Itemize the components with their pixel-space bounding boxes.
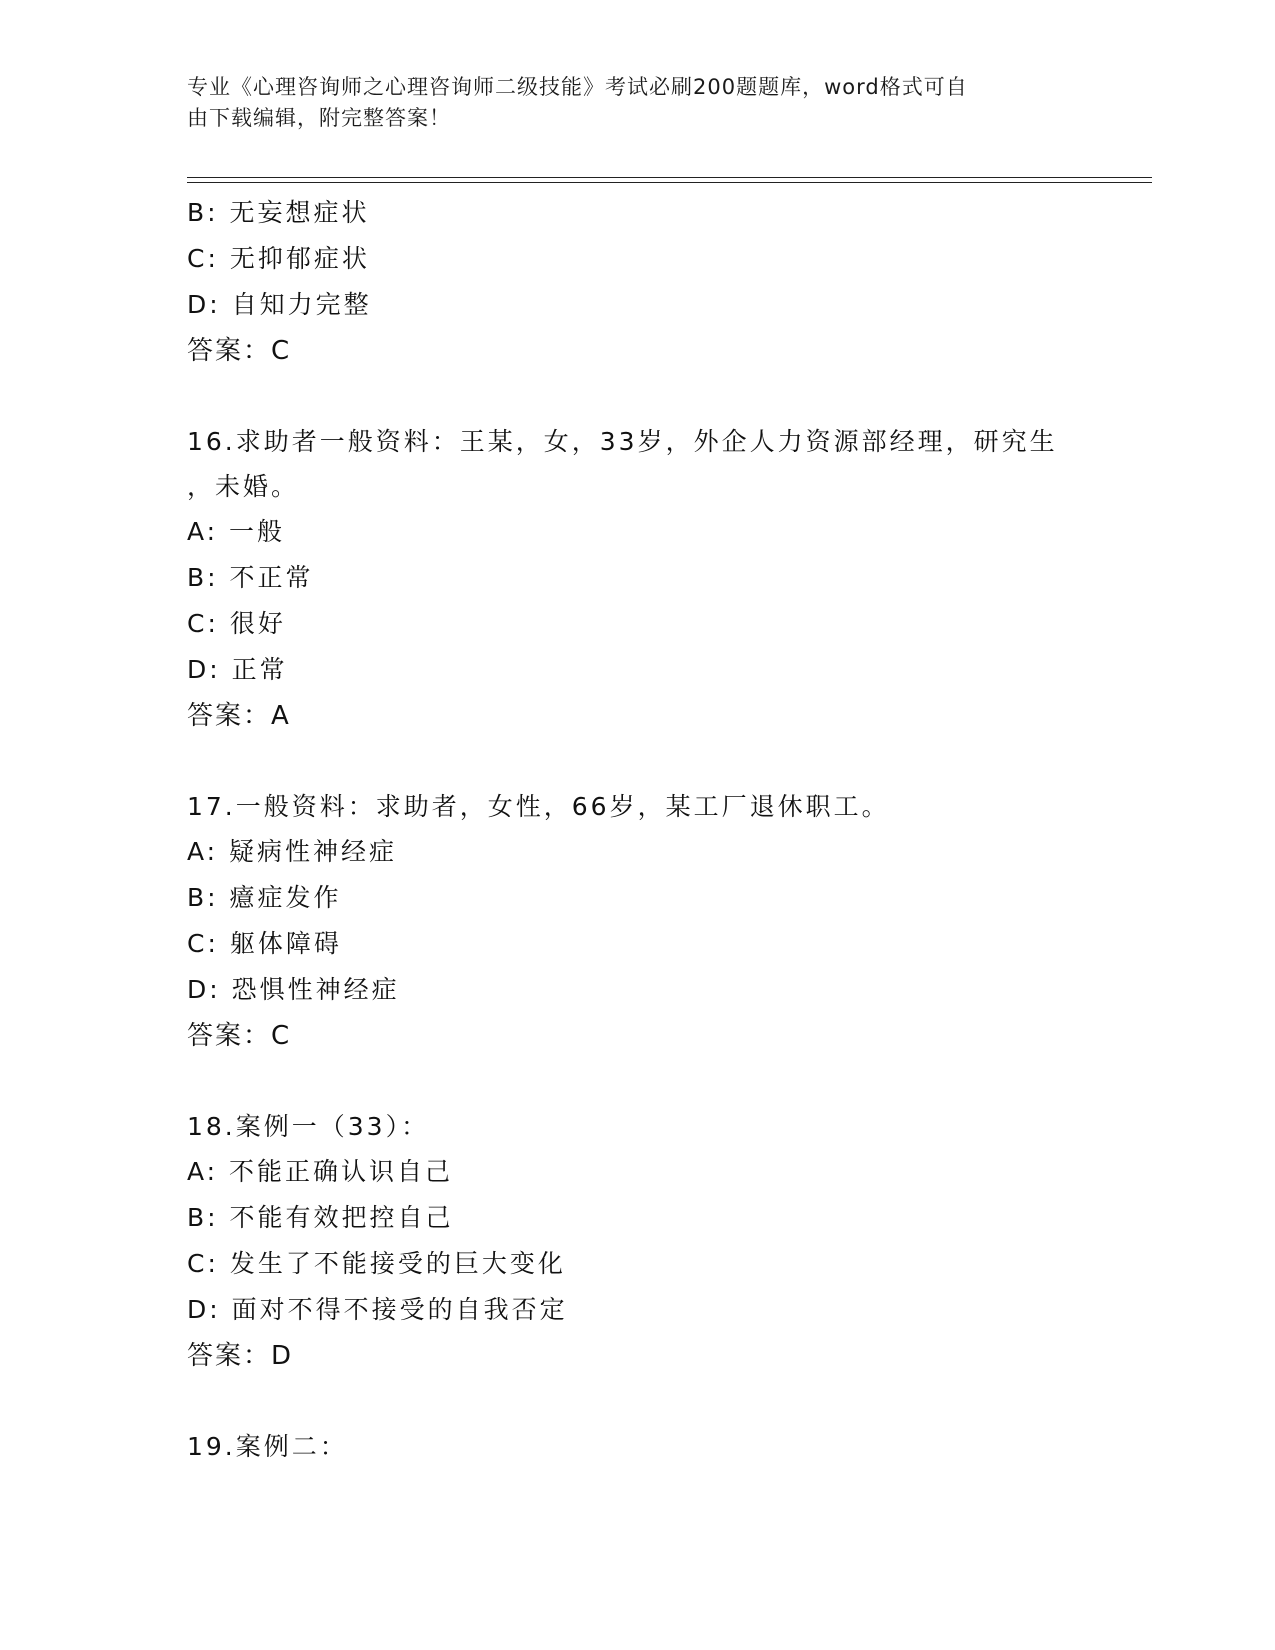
option-c: C: 很好 bbox=[187, 609, 286, 638]
header-divider bbox=[187, 177, 1152, 178]
option-b: B: 不正常 bbox=[187, 563, 314, 592]
question-stem-line: 19.案例二： bbox=[187, 1432, 348, 1461]
option-a: A: 疑病性神经症 bbox=[187, 837, 398, 866]
option-b: B: 不能有效把控自己 bbox=[187, 1203, 454, 1232]
header-line-1: 专业《心理咨询师之心理咨询师二级技能》考试必刷200题题库，word格式可自 bbox=[187, 75, 968, 99]
question-stem-line: 18.案例一（33）： bbox=[187, 1112, 430, 1141]
header-line-2: 由下载编辑，附完整答案！ bbox=[187, 106, 451, 130]
option-d: D: 正常 bbox=[187, 655, 288, 684]
answer-line: 答案：D bbox=[187, 1341, 294, 1371]
option-d: D: 自知力完整 bbox=[187, 290, 372, 319]
page-header bbox=[187, 72, 1067, 134]
answer-line: 答案：C bbox=[187, 1021, 292, 1051]
question-stem-line: 16.求助者一般资料：王某，女，33岁，外企人力资源部经理，研究生 bbox=[187, 427, 1058, 456]
question-block-15-continued bbox=[187, 190, 1087, 374]
option-b: B: 癔症发作 bbox=[187, 883, 342, 912]
option-b: B: 无妄想症状 bbox=[187, 198, 370, 227]
spacer bbox=[187, 374, 1087, 419]
option-c: C: 躯体障碍 bbox=[187, 929, 342, 958]
question-block-17 bbox=[187, 784, 1087, 1059]
option-a: A: 不能正确认识自己 bbox=[187, 1157, 454, 1186]
question-list bbox=[187, 190, 1087, 1469]
option-d: D: 恐惧性神经症 bbox=[187, 975, 400, 1004]
header-divider-secondary bbox=[187, 182, 1152, 183]
spacer bbox=[187, 739, 1087, 784]
answer-line: 答案：A bbox=[187, 701, 291, 731]
question-block-16 bbox=[187, 419, 1087, 739]
option-d: D: 面对不得不接受的自我否定 bbox=[187, 1295, 568, 1324]
question-block-18 bbox=[187, 1104, 1087, 1379]
question-stem-line: ，未婚。 bbox=[187, 472, 300, 501]
spacer bbox=[187, 1379, 1087, 1424]
question-block-19 bbox=[187, 1424, 1087, 1469]
option-c: C: 发生了不能接受的巨大变化 bbox=[187, 1249, 566, 1278]
answer-line: 答案：C bbox=[187, 336, 292, 366]
option-c: C: 无抑郁症状 bbox=[187, 244, 370, 273]
option-a: A: 一般 bbox=[187, 517, 286, 546]
question-stem-line: 17.一般资料：求助者，女性，66岁，某工厂退休职工。 bbox=[187, 792, 890, 821]
spacer bbox=[187, 1059, 1087, 1104]
